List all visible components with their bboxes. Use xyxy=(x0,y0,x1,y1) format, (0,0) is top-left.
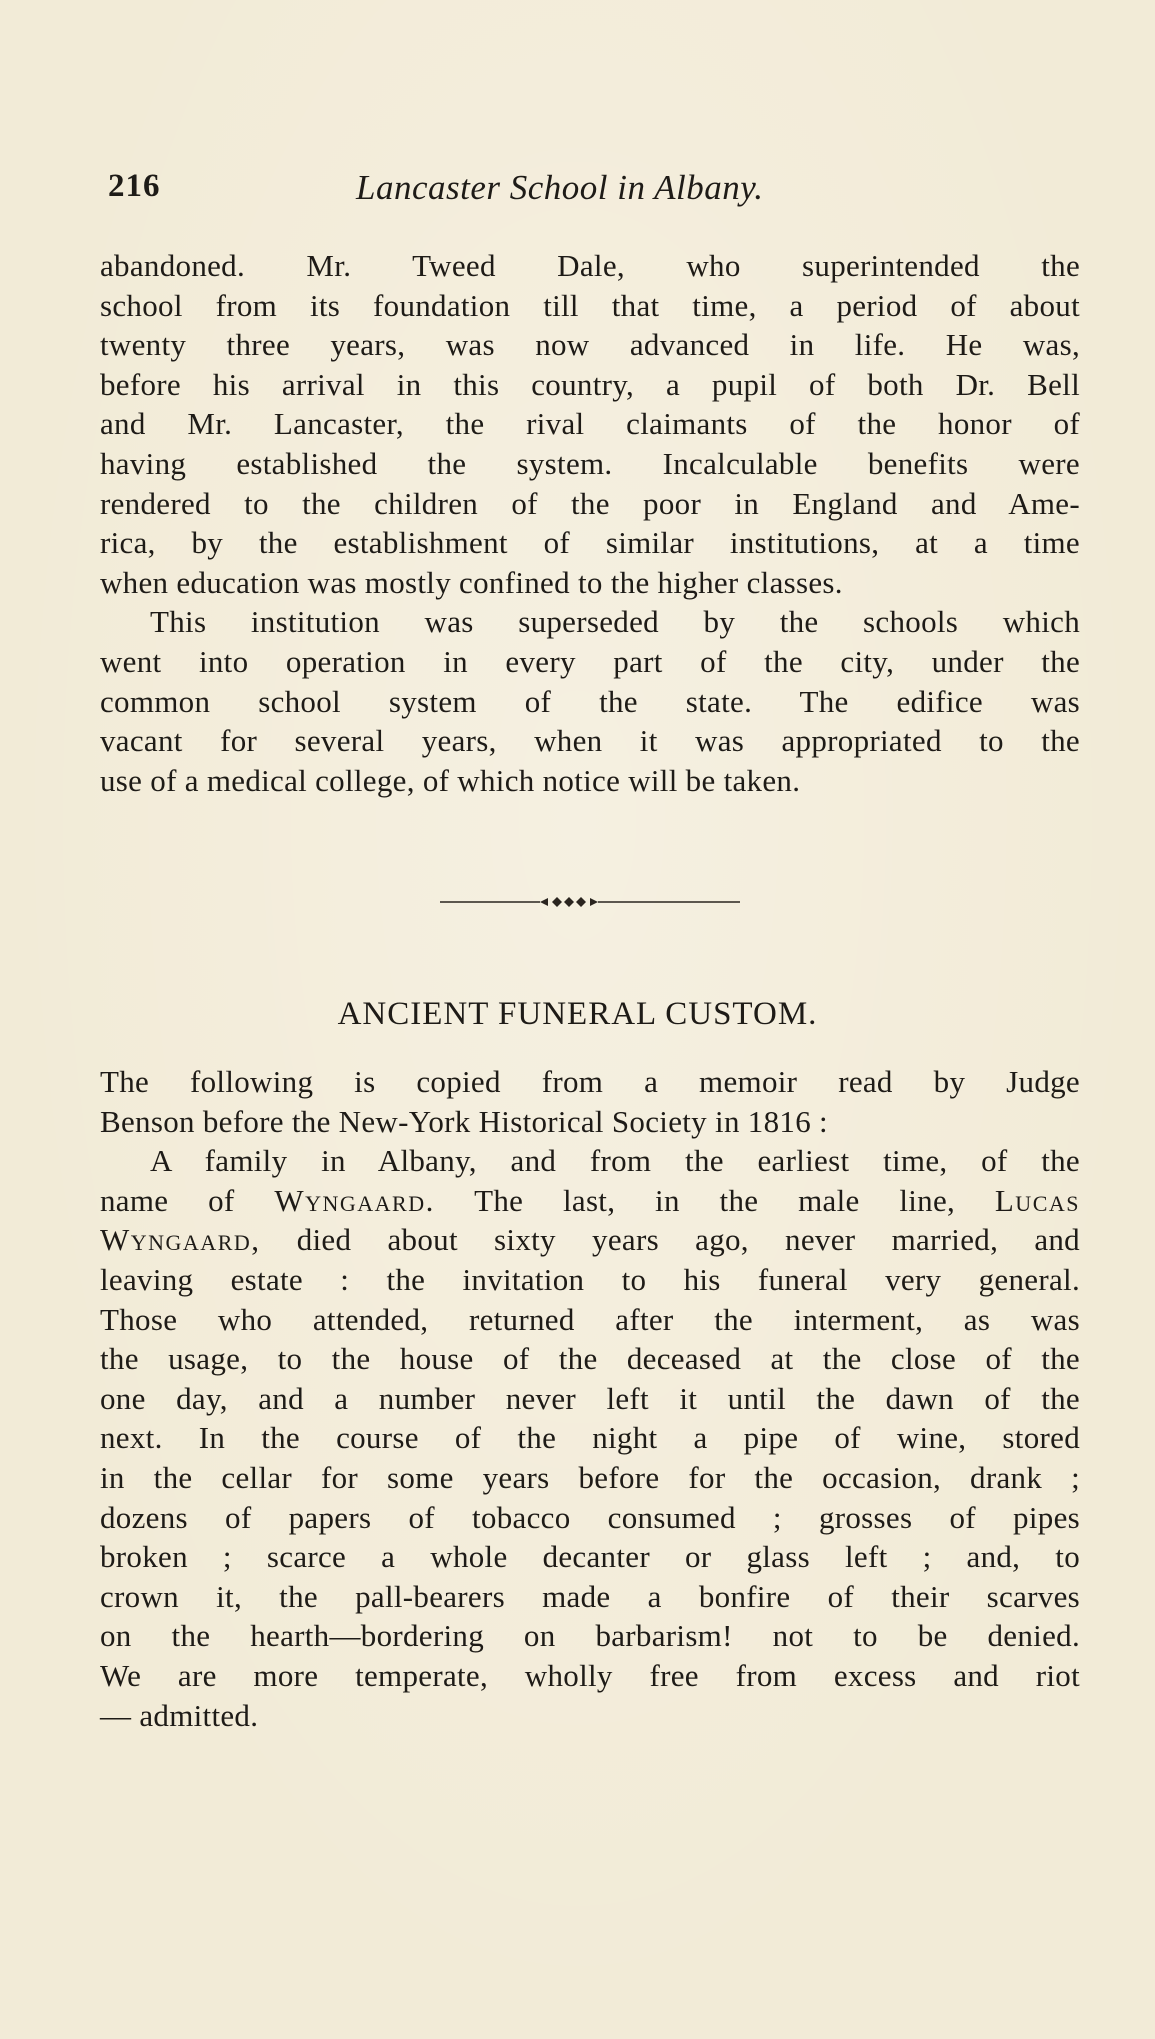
text-line: vacant for several years, when it was appropriated to the xyxy=(100,723,1080,759)
text-line: before his arrival in this country, a pupil of both Dr. Bell xyxy=(100,366,1080,402)
text-line: the usage, to the house of the deceased at the close of the xyxy=(100,1341,1080,1377)
text-line: rendered to the children of the poor in England and Ame- xyxy=(100,485,1080,521)
text-line: Benson before the New-York Historical Society in 1816 : xyxy=(100,1103,828,1139)
surname-small-caps: Wyngaard. xyxy=(274,1182,435,1218)
text-line xyxy=(100,1220,1080,1260)
school-paragraphs xyxy=(100,246,1080,800)
text-line: crown it, the pall-bearers made a bonfire of their scarves xyxy=(100,1578,1080,1614)
text-line: went into operation in every part of the city, under the xyxy=(100,643,1080,679)
text-line: — admitted. xyxy=(100,1697,259,1733)
text-line: A family in Albany, and from the earliest time, of the xyxy=(150,1143,1080,1179)
text-segment: name of xyxy=(100,1182,235,1218)
text-line: rica, by the establishment of similar institutions, at a time xyxy=(100,525,1080,561)
funeral-custom-paragraphs xyxy=(100,1062,1080,1735)
text-line: having established the system. Incalculable benefits were xyxy=(100,445,1080,481)
text-line: The following is copied from a memoir read by Judge xyxy=(100,1064,1080,1099)
text-line: broken ; scarce a whole decanter or glass left ; and, to xyxy=(100,1539,1080,1575)
surname-small-caps: Wyngaard, xyxy=(100,1222,261,1258)
page-number: 216 xyxy=(108,168,161,204)
text-line: twenty three years, was now advanced in life. He was, xyxy=(100,327,1080,363)
text-line: leaving estate : the invitation to his funeral very general. xyxy=(100,1261,1080,1297)
text-line: school from its foundation till that time, a period of about xyxy=(100,287,1080,323)
running-title: Lancaster School in Albany. xyxy=(356,168,764,207)
section-heading: ANCIENT FUNERAL CUSTOM. xyxy=(337,996,818,1032)
given-name-small-caps: Lucas xyxy=(994,1182,1080,1218)
page-header xyxy=(108,168,1088,218)
text-line: abandoned. Mr. Tweed Dale, who superintended the xyxy=(100,248,1080,283)
text-line: This institution was superseded by the schools which xyxy=(150,604,1080,640)
text-line: on the hearth—bordering on barbarism! not to be denied. xyxy=(100,1618,1080,1654)
text-line: and Mr. Lancaster, the rival claimants of the honor of xyxy=(100,406,1080,442)
text-line: next. In the course of the night a pipe of wine, stored xyxy=(100,1420,1080,1456)
text-segment: The last, in the male line, xyxy=(474,1182,956,1218)
text-line xyxy=(100,1181,1080,1221)
text-line: in the cellar for some years before for the occasion, drank ; xyxy=(100,1459,1080,1495)
text-line: dozens of papers of tobacco consumed ; grosses of pipes xyxy=(100,1499,1080,1535)
text-line: one day, and a number never left it until the dawn of the xyxy=(100,1380,1080,1416)
section-divider-ornament xyxy=(440,892,740,912)
text-line: use of a medical college, of which notice will be taken. xyxy=(100,762,801,798)
text-segment: died about sixty years ago, never married, and xyxy=(296,1222,1080,1258)
text-line: Those who attended, returned after the interment, as was xyxy=(100,1301,1080,1337)
text-line: when education was mostly confined to the higher classes. xyxy=(100,564,843,600)
text-line: We are more temperate, wholly free from excess and riot xyxy=(100,1657,1080,1693)
text-line: common school system of the state. The edifice was xyxy=(100,683,1080,719)
